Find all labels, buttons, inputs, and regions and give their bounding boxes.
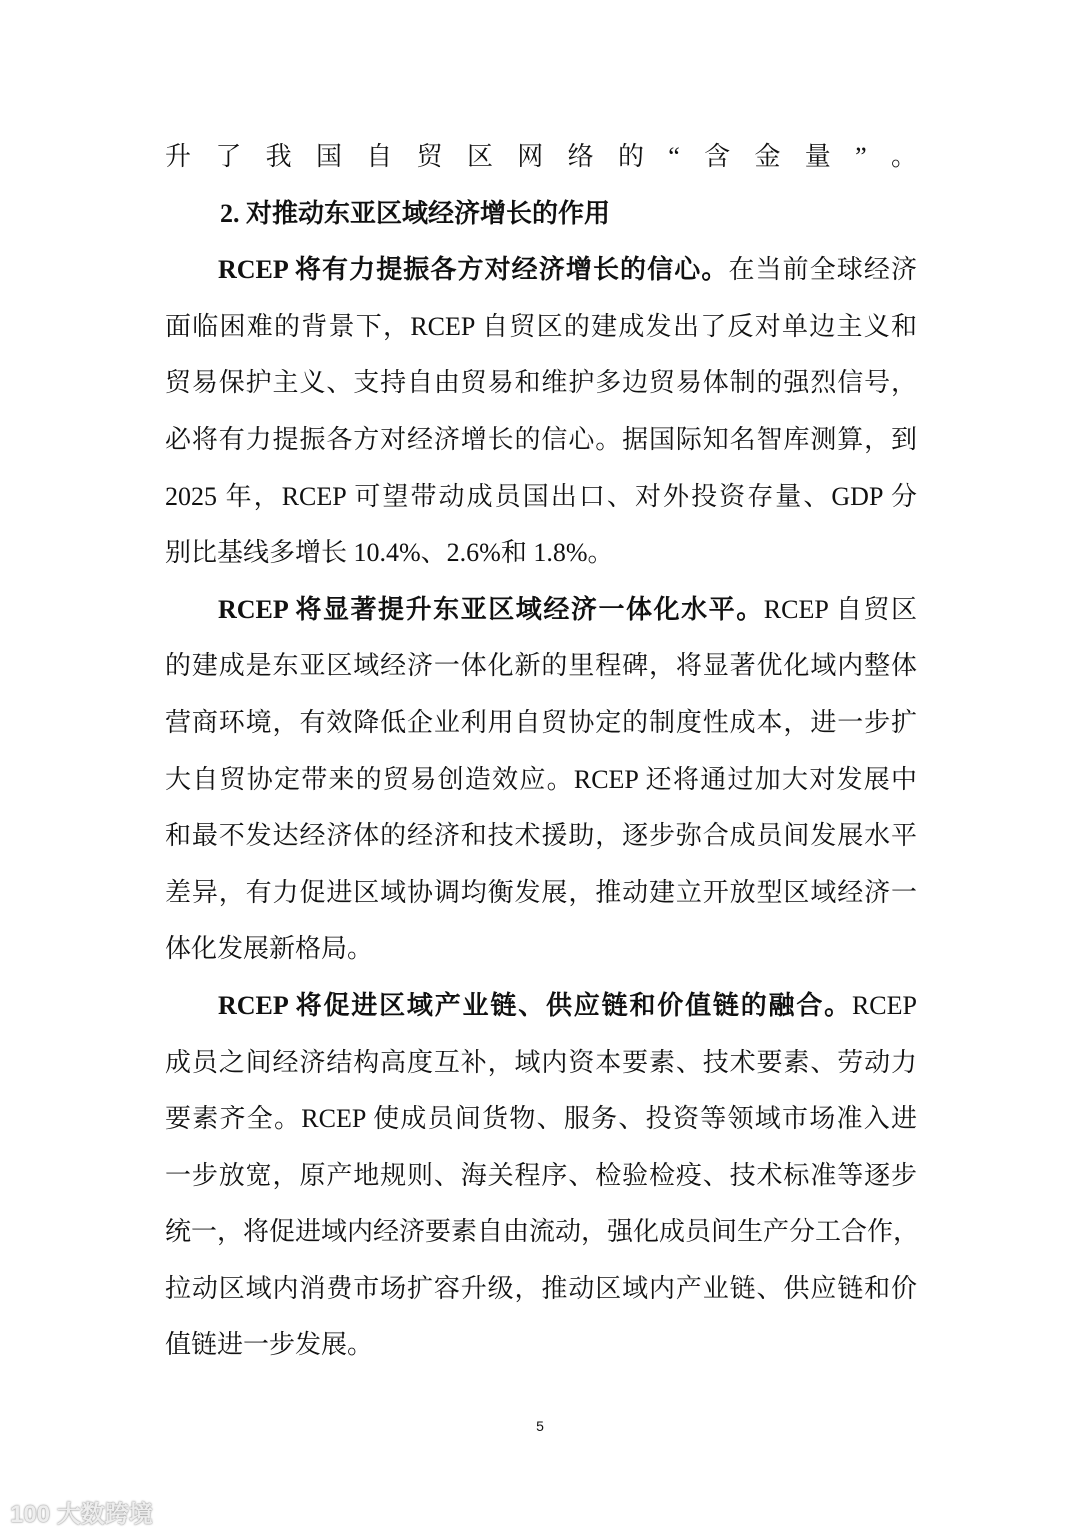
paragraph-line: 值链进一步发展。 [165,1330,374,1360]
paragraph-line: 成员之间经济结构高度互补，域内资本要素、技术要素、劳动力 [165,1047,917,1077]
section-heading: 2. 对推动东亚区域经济增长的作用 [220,198,611,228]
watermark-logo [10,1494,153,1529]
paragraph-lead: RCEP 将促进区域产业链、供应链和价值链的融合。 [218,990,852,1020]
paragraph-line: 大自贸协定带来的贸易创造效应。RCEP 还将通过加大对发展中 [165,764,917,794]
paragraph-line: 一步放宽，原产地规则、海关程序、检验检疫、技术标准等逐步 [165,1160,917,1190]
paragraph-line: 的建成是东亚区域经济一体化新的里程碑，将显著优化域内整体 [165,651,917,681]
paragraph-text: RCEP 自贸区 [763,594,917,624]
paragraph-lead: RCEP 将有力提振各方对经济增长的信心。 [218,255,729,285]
paragraph-line: 拉动区域内消费市场扩容升级，推动区域内产业链、供应链和价 [165,1273,917,1303]
paragraph-line: 和最不发达经济体的经济和技术援助，逐步弥合成员间发展水平 [165,821,917,851]
continuation-line: 升了我国自贸区网络的“含金量”。 [165,142,917,171]
paragraph-line: 统一，将促进域内经济要素自由流动，强化成员间生产分工合作， [165,1217,920,1247]
paragraph-line: 要素齐全。RCEP 使成员间货物、服务、投资等领域市场准入进 [165,1104,917,1134]
paragraph-line: 营商环境，有效降低企业利用自贸协定的制度性成本，进一步扩 [165,707,917,737]
paragraph-first-line [165,582,917,639]
paragraph-line: 别比基线多增长 10.4%、2.6%和 1.8%。 [165,538,614,568]
paragraph-first-line [165,978,917,1035]
paragraph-line: 贸易保护主义、支持自由贸易和维护多边贸易体制的强烈信号， [165,368,917,398]
paragraph-lead: RCEP 将显著提升东亚区域经济一体化水平。 [218,594,764,624]
paragraph-line: 必将有力提振各方对经济增长的信心。据国际知名智库测算，到 [165,424,917,454]
watermark-text: 大数跨境 [56,1501,153,1528]
page-number: 5 [536,1418,544,1434]
paragraph-line: 体化发展新格局。 [165,934,374,964]
paragraph-line: 2025 年，RCEP 可望带动成员国出口、对外投资存量、GDP 分 [165,481,917,511]
paragraph-first-line [165,242,917,299]
paragraph-line: 面临困难的背景下，RCEP 自贸区的建成发出了反对单边主义和 [165,311,917,341]
paragraph-text: 在当前全球经济 [728,255,917,285]
watermark-logo-mark: 100 [10,1501,51,1528]
paragraph-line: 差异，有力促进区域协调均衡发展，推动建立开放型区域经济一 [165,877,917,907]
paragraph-text: RCEP [851,990,917,1020]
document-body [165,129,920,1374]
